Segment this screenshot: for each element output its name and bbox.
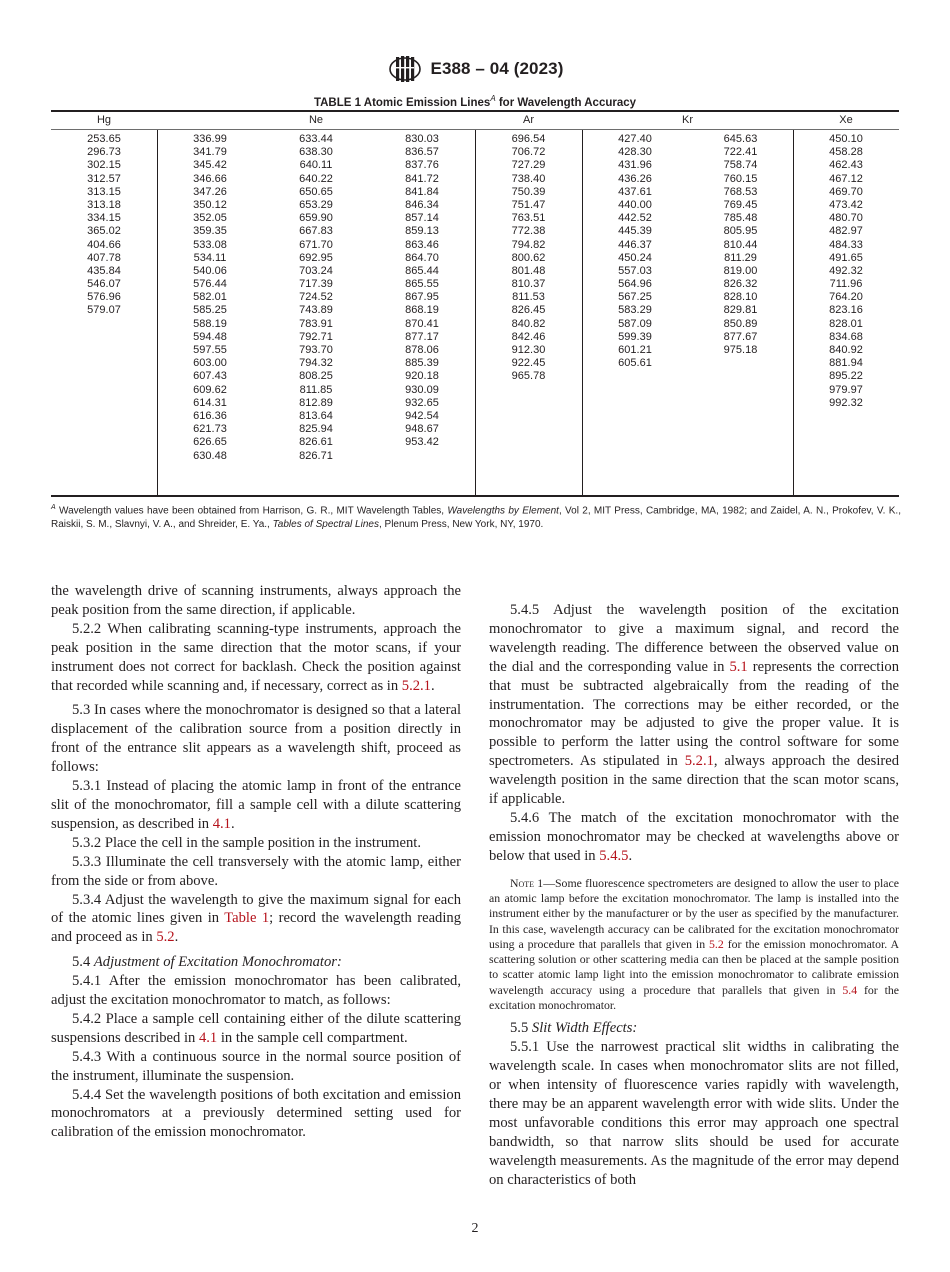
table-cell: 826.61 [299,436,333,449]
table-cell: 626.65 [193,436,227,449]
table-cell: 868.19 [405,304,439,317]
table-cell: 743.89 [299,304,333,317]
table-cell: 667.83 [299,225,333,238]
header-xe: Xe [839,114,853,126]
table-cell: 492.32 [829,264,863,277]
table-cell: 912.30 [511,344,546,356]
table-cell: 895.22 [829,370,863,383]
table-cell: 482.97 [829,225,863,238]
astm-logo-icon [387,54,423,84]
section-heading-5-4: 5.4 Adjustment of Excitation Monochromator: [72,954,342,971]
column-ne-1 [157,133,263,463]
paragraph-5-2-2: 5.2.2 When calibrating scanning-type instruments, approach the peak position in the same direction that the motor scans, if your instrument does not correct for backlash. Check the position against that recorded while scanning and, if necessary, correct as in 5.2.1. [51,620,461,694]
table-cell: 440.00 [618,198,652,211]
link-5-1[interactable]: 5.1 [729,658,748,675]
table-cell: 296.73 [87,146,121,159]
table-cell: 878.06 [405,344,439,356]
table-cell: 792.71 [299,330,333,343]
table-cell: 313.18 [87,198,121,211]
table-cell: 359.35 [193,225,227,238]
table-cell: 865.44 [405,264,439,277]
table-cell: 334.15 [87,212,121,225]
table-cell: 313.15 [87,185,121,198]
table-cell: 533.08 [193,238,227,251]
table-cell: 826.71 [299,449,333,462]
table-cell: 407.78 [87,251,121,264]
table-cell: 630.48 [193,449,227,462]
table-cell: 819.00 [723,264,758,277]
table-cell: 347.26 [193,185,227,198]
table-cell: 877.67 [723,330,758,343]
table-cell: 653.29 [299,198,333,211]
table-cell: 621.73 [193,423,227,436]
table-cell: 302.15 [87,159,121,172]
table-cell: 979.97 [829,383,863,396]
table-cell: 601.21 [618,344,652,356]
table-cell: 588.19 [193,317,227,330]
table-cell: 837.76 [405,159,439,172]
table-bottom-rule [51,495,899,497]
column-ne-3 [369,133,475,450]
table-cell: 696.54 [511,133,546,145]
table-cell: 846.34 [405,198,439,211]
emission-lines-table [51,110,899,497]
paragraph-5-4-3: 5.4.3 With a continuous source in the normal source position of the instrument, illuminate the suspension. [51,1048,461,1084]
table-cell: 614.31 [193,396,227,409]
table-cell: 769.45 [723,198,758,211]
table-cell: 932.65 [405,396,439,409]
table-cell: 534.11 [193,251,227,264]
table-cell: 722.41 [723,146,758,159]
table-cell: 717.39 [299,278,333,291]
table-cell: 813.64 [299,409,333,422]
link-4-1[interactable]: 4.1 [212,815,231,832]
table-cell: 484.33 [829,238,863,251]
table-cell: 992.32 [829,396,863,409]
table-cell: 863.46 [405,238,439,251]
table-cell: 640.11 [299,159,333,172]
table-cell: 445.39 [618,225,652,238]
table-cell: 346.66 [193,172,227,185]
table-cell: 836.57 [405,146,439,159]
table-cell: 975.18 [723,344,758,356]
table-cell: 576.96 [87,291,121,304]
table-cell: 450.24 [618,251,652,264]
table-cell: 467.12 [829,172,863,185]
column-kr-1 [582,133,688,370]
table-cell: 864.70 [405,251,439,264]
table-cell: 841.72 [405,172,439,185]
table-cell: 828.01 [829,317,863,330]
table-cell: 870.41 [405,317,439,330]
table-cell: 450.10 [829,133,863,145]
table-cell: 579.07 [87,304,121,317]
table-cell: 794.32 [299,357,333,370]
link-5-4-5[interactable]: 5.4.5 [599,847,629,864]
link-5-2[interactable]: 5.2 [156,929,175,946]
table-cell: 812.89 [299,396,333,409]
paragraph-5-4-1: 5.4.1 After the emission monochromator has been calibrated, adjust the excitation monochromator to match, as follows: [51,973,461,1009]
table-cell: 436.26 [618,172,652,185]
table-cell: 585.25 [193,304,227,317]
right-text-column [489,601,899,1190]
table-cell: 431.96 [618,159,652,172]
table-cell: 942.54 [405,409,439,422]
table-cell: 840.82 [511,317,546,330]
table-cell: 711.96 [829,278,863,291]
table-cell: 583.29 [618,304,652,317]
table-cell: 341.79 [193,146,227,159]
table-cell: 760.15 [723,172,758,185]
table-cell: 850.89 [723,317,758,330]
table-cell: 811.29 [724,251,757,264]
paragraph-5-3-4: 5.3.4 Adjust the wavelength to give the maximum signal for each of the atomic lines given in Table 1; record the wavelength reading and proceed as in 5.2. [51,891,461,946]
table-cell: 841.84 [405,185,439,198]
table-cell: 881.94 [829,357,863,370]
table-cell: 462.43 [829,159,863,172]
table-cell: 491.65 [829,251,863,264]
table-cell: 350.12 [193,198,227,211]
table-cell: 828.10 [723,291,758,304]
table-cell: 823.16 [829,304,863,317]
table-cell: 458.28 [829,146,863,159]
table-cell: 703.24 [299,264,333,277]
column-xe [793,133,899,410]
table-cell: 724.52 [299,291,333,304]
table-cell: 671.70 [299,238,333,251]
paragraph-5-3: 5.3 In cases where the monochromator is designed so that a lateral displacement of the calibration source from a position directly in front of the entrance slit appears as a wavelength shift, proceed as follows: [51,702,461,776]
table-cell: 930.09 [405,383,439,396]
table-cell: 811.85 [299,383,333,396]
table-cell: 336.99 [193,133,227,145]
table-cell: 435.84 [87,264,121,277]
table-cell: 640.22 [299,172,333,185]
table-cell: 772.38 [511,225,546,238]
table-cell: 840.92 [829,344,863,356]
table-cell: 758.74 [723,159,758,172]
paragraph-5-3-1: 5.3.1 Instead of placing the atomic lamp in front of the entrance slit of the monochromator, fill a sample cell with a dilute scattering suspension, as described in 4.1. [51,778,461,832]
table-cell: 810.44 [723,238,758,251]
table-cell: 597.55 [193,344,227,356]
paragraph-continued: the wavelength drive of scanning instruments, always approach the peak position from the same direction, if applicable. [51,583,461,618]
table-cell: 446.37 [618,238,652,251]
table-cell: 829.81 [723,304,758,317]
page-number: 2 [471,1221,479,1236]
table-cell: 650.65 [299,185,333,198]
table-cell: 352.05 [193,212,227,225]
table-cell: 365.02 [87,225,121,238]
table-footnote: $^A$ Wavelength values have been obtained from Harrison, G. R., MIT Wavelength Tables, Wavelengths by Element, Vol 2, MIT Press, Cambridge, MA, 1982; and Zaidel, A. N., Prokofev, V. K., Raiskii, S. M., Slavnyi, V. A., and Shreider, E. Ya., Tables of Spectral Lines, Plenum Press, New York, NY, 1970. [51,504,901,531]
link-4-1[interactable]: 4.1 [198,1029,218,1046]
link-5-2-1[interactable]: 5.2.1 [684,753,714,770]
table-cell: 469.70 [829,185,863,198]
table-cell: 480.70 [829,212,863,225]
link-5-2[interactable]: 5.2 [709,936,724,951]
table-cell: 920.18 [405,370,439,383]
table-cell: 638.30 [299,146,333,159]
table-cell: 808.25 [299,370,333,383]
table-cell: 616.36 [193,409,227,422]
table-cell: 922.45 [511,357,546,370]
paragraph-5-5-1: 5.5.1 Use the narrowest practical slit widths in calibrating the wavelength scale. In cases when monochromator slits are not filled, or when intensity of fluorescence varies rapidly with wavelength, there may be an apparent wavelength error with wide slits. Under the most unfavorable conditions this error may approach one spectral bandwidth, so that narrow slits should be used for accurate wavelength measurements. As the magnitude of the error may depend on characteristics of both [489,1039,899,1188]
table-cell: 826.45 [511,304,546,317]
table-cell: 605.61 [618,357,652,370]
table-cell: 564.96 [618,278,652,291]
table-cell: 607.43 [193,370,227,383]
table-cell: 727.29 [511,159,546,172]
column-hg [51,133,157,318]
link-5-4[interactable]: 5.4 [842,982,858,997]
paragraph-5-4-4: 5.4.4 Set the wavelength positions of both excitation and emission monochromators at a previously determined setting used for calibration of the emission monochromator. [51,1086,461,1141]
table-cell: 842.46 [511,330,546,343]
table-cell: 546.07 [87,278,121,291]
column-kr-2 [688,133,793,357]
table-cell: 576.44 [193,278,227,291]
table-cell: 706.72 [511,146,546,159]
document-id: E388 – 04 (2023) [430,59,564,78]
table-cell: 953.42 [405,436,439,449]
paragraph-5-3-3: 5.3.3 Illuminate the cell transversely with the atomic lamp, either from the side or from above. [51,853,461,889]
paragraph-5-4-2: 5.4.2 Place a sample cell containing either of the dilute scattering suspensions described in 4.1 in the sample cell compartment. [51,1010,461,1046]
link-5-2-1[interactable]: 5.2.1 [401,677,431,694]
table-cell: 859.13 [405,225,439,238]
table-cell: 811.53 [512,291,545,304]
table-cell: 965.78 [511,370,546,383]
column-ne-2 [263,133,369,463]
table-cell: 750.39 [511,185,546,198]
table-cell: 763.51 [511,212,546,225]
table-cell: 345.42 [193,159,227,172]
table-cell: 783.91 [299,317,333,330]
table-cell: 800.62 [511,251,546,264]
paragraph-5-4-6: 5.4.6 The match of the excitation monochromator with the emission monochromator may be checked at wavelengths above or below that used in 5.4.5. [489,809,899,864]
table-cell: 877.17 [405,330,439,343]
table-cell: 609.62 [193,383,227,396]
table-cell: 540.06 [193,264,227,277]
table-top-rule [51,110,899,112]
table-cell: 751.47 [511,198,546,211]
header-ar: Ar [523,114,534,126]
table-cell: 948.67 [405,423,439,436]
table-cell: 834.68 [829,330,863,343]
table-cell: 428.30 [618,146,652,159]
table-cell: 442.52 [618,212,652,225]
table-cell: 885.39 [405,357,439,370]
table-cell: 312.57 [87,172,121,185]
table-caption: TABLE 1 Atomic Emission Lines$^A$ for Wavelength Accuracy [313,94,637,109]
table-cell: 582.01 [193,291,227,304]
table-cell: 805.95 [723,225,758,238]
table-cell: 253.65 [87,133,121,145]
table-cell: 603.00 [193,357,227,370]
paragraph-5-3-2: 5.3.2 Place the cell in the sample position in the instrument. [72,834,421,851]
table-cell: 865.55 [405,278,439,291]
table-cell: 768.53 [723,185,758,198]
table-cell: 826.32 [723,278,758,291]
header-ne: Ne [308,114,324,126]
table-cell: 801.48 [511,264,546,277]
table-cell: 567.25 [618,291,652,304]
table-cell: 659.90 [299,212,333,225]
table-cell: 427.40 [618,133,652,145]
page-header [0,54,950,84]
header-kr: Kr [682,114,693,126]
table-cell: 473.42 [829,198,863,211]
table-cell: 557.03 [618,264,652,277]
left-text-column [51,582,461,1142]
link-table-1[interactable]: Table 1 [224,910,270,927]
table-cell: 857.14 [405,212,439,225]
table-cell: 867.95 [405,291,439,304]
table-cell: 587.09 [618,317,652,330]
section-heading-5-5: 5.5 Slit Width Effects: [510,1020,638,1037]
table-cell: 633.44 [299,133,333,145]
note-1: Note 1—Some fluorescence spectrometers are designed to allow the user to place an atomic lamp before the excitation monochromator. The lamp is installed into the instrument either by the manufacturer or by the user as specified by the manufacturer. In this case, wavelength accuracy can be calibrated for the excitation monochromator using a procedure that parallels that given in 5.2 for the emission monochromator. A scattering solution or other scattering media can then be placed at the sample position to scatter atomic lamp light into the emission monochromator to calibrate emission wavelength accuracy using a procedure that parallels that given in 5.4 for the excitation monochromator. [489,875,899,1013]
table-cell: 645.63 [723,133,758,145]
paragraph-5-4-5: 5.4.5 Adjust the wavelength position of the excitation monochromator to give a maximum signal, and record the wavelength reading. The difference between the observed value on the dial and the corresponding value in 5.1 represents the correction that must be subtracted algebraically from the reading of the instrumentation. The corrections may be either recorded, or the monochromator may be adjusted to give the proper value. It is possible to perform the latter using the control software for some spectrometers. As stipulated in 5.2.1, always approach the desired wavelength position in the same direction that the scan motor scans, if applicable. [489,602,900,808]
header-hg: Hg [96,114,112,126]
table-cell: 825.94 [299,423,333,436]
table-cell: 404.66 [87,238,121,251]
table-cell: 594.48 [193,330,227,343]
table-cell: 794.82 [511,238,546,251]
column-ar [475,133,582,384]
table-cell: 738.40 [511,172,546,185]
table-cell: 830.03 [405,133,439,145]
table-cell: 810.37 [511,278,546,291]
table-cell: 599.39 [618,330,652,343]
table-cell: 793.70 [299,344,333,356]
table-cell: 785.48 [723,212,758,225]
table-cell: 764.20 [829,291,863,304]
table-cell: 692.95 [299,251,333,264]
table-cell: 437.61 [618,185,652,198]
